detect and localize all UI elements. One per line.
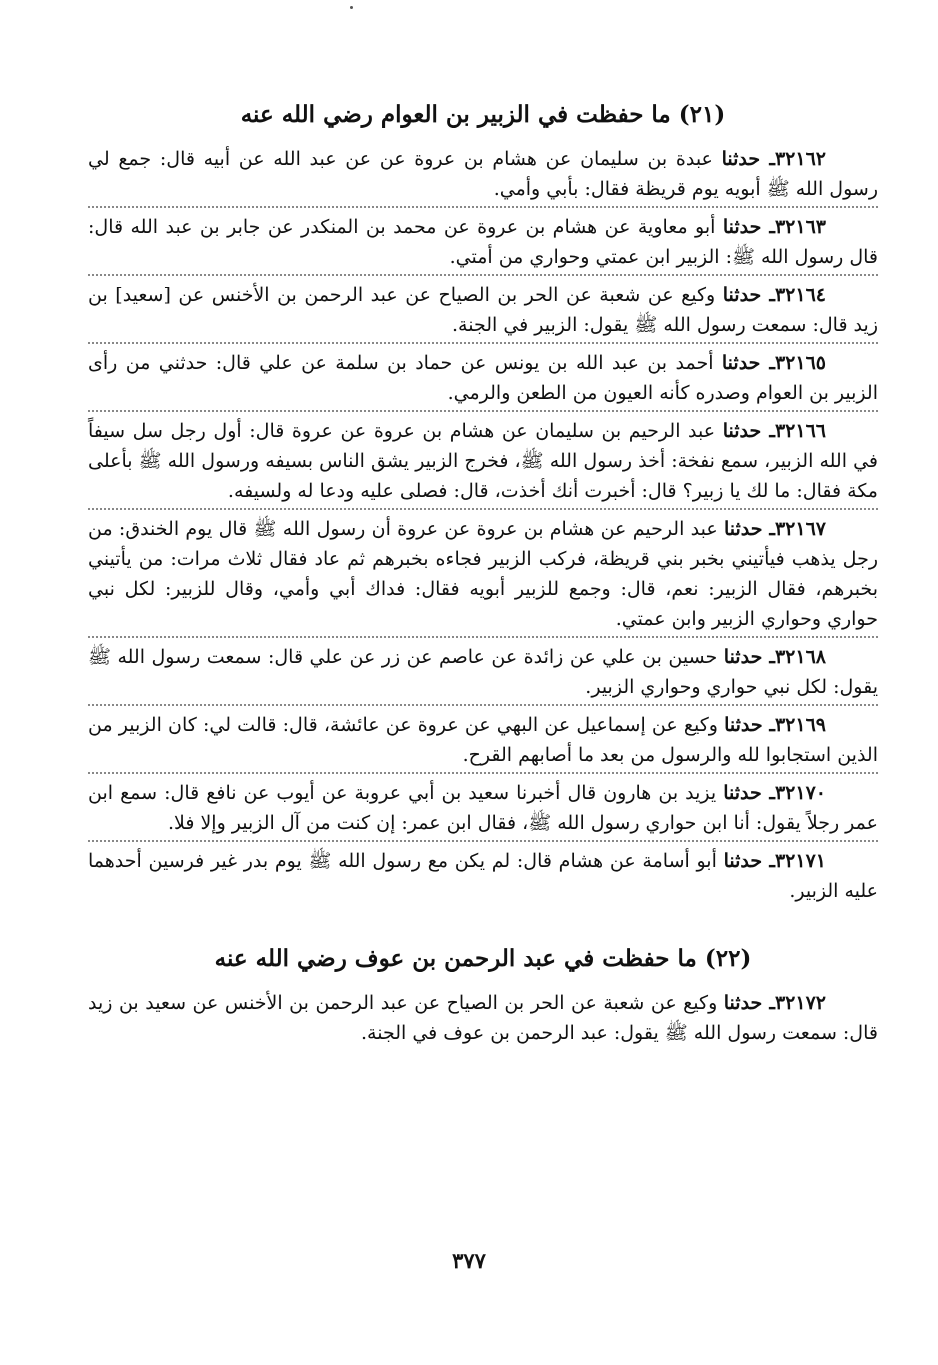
hadith-number: ٣٢١٧١ <box>774 850 826 872</box>
hadith-lead: ـ حدثنا <box>722 420 775 442</box>
hadith-text: وكيع عن شعبة عن الحر بن الصياح عن عبد الرحمن بن الأخنس عن [سعيد] بن زيد قال: سمعت رسول الله ﷺ يقول: الزبير في الجنة. <box>88 284 878 336</box>
hadith-number: ٣٢١٦٩ <box>774 714 826 736</box>
hadith-text: وكيع عن شعبة عن الحر بن الصياح عن عبد الرحمن بن الأخنس عن سعيد بن زيد قال: سمعت رسول الله ﷺ يقول: عبد الرحمن بن عوف في الجنة. <box>88 992 878 1044</box>
hadith-lead: ـ حدثنا <box>723 992 775 1014</box>
hadith-entry <box>88 342 878 410</box>
hadith-entry <box>88 636 878 704</box>
hadith-lead: ـ حدثنا <box>724 518 775 540</box>
hadith-text: عبد الرحيم بن سليمان عن هشام بن عروة عن عروة قال: أول رجل سل سيفاً في الله الزبير، سمع نفخة: أخذ رسول الله ﷺ، فخرج الزبير يشق الناس بسيفه ورسول الله ﷺ بأعلى مكة فقال: ما لك يا زبير؟ قال: أخبرت أنك أخذت، قال: فصلى عليه ودعا له ولسيفه. <box>88 420 878 502</box>
scan-speck <box>350 6 353 9</box>
hadith-entry <box>88 274 878 342</box>
hadith-lead: ـ حدثنا <box>722 216 775 238</box>
hadith-text: عبد الرحيم عن هشام بن عروة عن عروة أن رسول الله ﷺ قال يوم الخندق: من رجل يذهب فيأتيني بخبر بني قريظة، فركب الزبير فجاءه بخبرهم ثم عاد فقال ثلاث مرات: من يأتيني بخبرهم، فقال الزبير: نعم، قال: وجمع للزبير أبويه فقال: فداك أبي وأمي، وقال للزبير: لكل نبي حواري وحواري الزبير وابن عمتي. <box>88 518 878 630</box>
hadith-entry <box>88 772 878 840</box>
hadith-text: عبدة بن سليمان عن هشام بن عروة عن عن عبد الله عن أبيه قال: جمع لي رسول الله ﷺ أبويه يوم قريظة فقال: بأبي وأمي. <box>88 148 878 200</box>
hadith-lead: ـ حدثنا <box>723 646 775 668</box>
hadith-lead: ـ حدثنا <box>721 352 775 374</box>
hadith-text: وكيع عن إسماعيل عن البهي عن عروة عن عائشة، قال: قالت لي: كان الزبير من الذين استجابوا لله والرسول من بعد ما أصابهم القرح. <box>88 714 878 766</box>
hadith-entry <box>88 704 878 772</box>
hadith-text: أبو معاوية عن هشام بن عروة عن محمد بن المنكدر عن جابر بن عبد الله قال: قال رسول الله ﷺ: الزبير ابن عمتي وحواري من أمتي. <box>88 216 878 268</box>
hadith-entry <box>88 840 878 908</box>
hadith-entry <box>88 410 878 508</box>
document-page <box>88 92 878 1050</box>
hadith-number: ٣٢١٦٣ <box>774 216 826 238</box>
hadith-text: أحمد بن عبد الله بن يونس عن حماد بن سلمة عن علي قال: حدثني من رأى الزبير بن العوام وصدره كأنه العيون من الطعن والرمي. <box>88 352 878 404</box>
hadith-number: ٣٢١٦٨ <box>774 646 826 668</box>
section-title-22: (٢٢) ما حفظت في عبد الرحمن بن عوف رضي الله عنه <box>214 945 752 972</box>
hadith-text: أبو أسامة عن هشام قال: لم يكن مع رسول الله ﷺ يوم بدر غير فرسين أحدهما عليه الزبير. <box>88 850 878 902</box>
hadith-number: ٣٢١٦٥ <box>774 352 826 374</box>
hadith-entry <box>88 206 878 274</box>
hadith-number: ٣٢١٧٢ <box>774 992 826 1014</box>
hadith-lead: ـ حدثنا <box>724 714 775 736</box>
hadith-number: ٣٢١٦٢ <box>774 148 826 170</box>
hadith-text: حسين بن علي عن زائدة عن عاصم عن زر عن علي قال: سمعت رسول الله ﷺ يقول: لكل نبي حواري وحواري الزبير. <box>88 646 878 698</box>
section-title-21: (٢١) ما حفظت في الزبير بن العوام رضي الله عنه <box>240 101 726 128</box>
hadith-number: ٣٢١٦٧ <box>774 518 826 540</box>
hadith-number: ٣٢١٦٦ <box>774 420 826 442</box>
hadith-text: يزيد بن هارون قال أخبرنا سعيد بن أبي عروبة عن أيوب عن نافع قال: سمع ابن عمر رجلاً يقول: أنا ابن حواري رسول الله ﷺ، فقال ابن عمر: إن كنت من آل الزبير وإلا فلا. <box>88 782 878 834</box>
section-22-entries <box>88 984 878 1050</box>
hadith-lead: ـ حدثنا <box>723 782 775 804</box>
hadith-entry <box>88 984 878 1050</box>
hadith-entry <box>88 508 878 636</box>
hadith-lead: ـ حدثنا <box>723 850 775 872</box>
page-number: ٣٧٧ <box>452 1248 486 1273</box>
hadith-number: ٣٢١٧٠ <box>774 782 826 804</box>
hadith-entry <box>88 140 878 206</box>
section-21-entries <box>88 140 878 908</box>
hadith-lead: ـ حدثنا <box>721 148 775 170</box>
hadith-lead: ـ حدثنا <box>722 284 775 306</box>
hadith-number: ٣٢١٦٤ <box>774 284 826 306</box>
